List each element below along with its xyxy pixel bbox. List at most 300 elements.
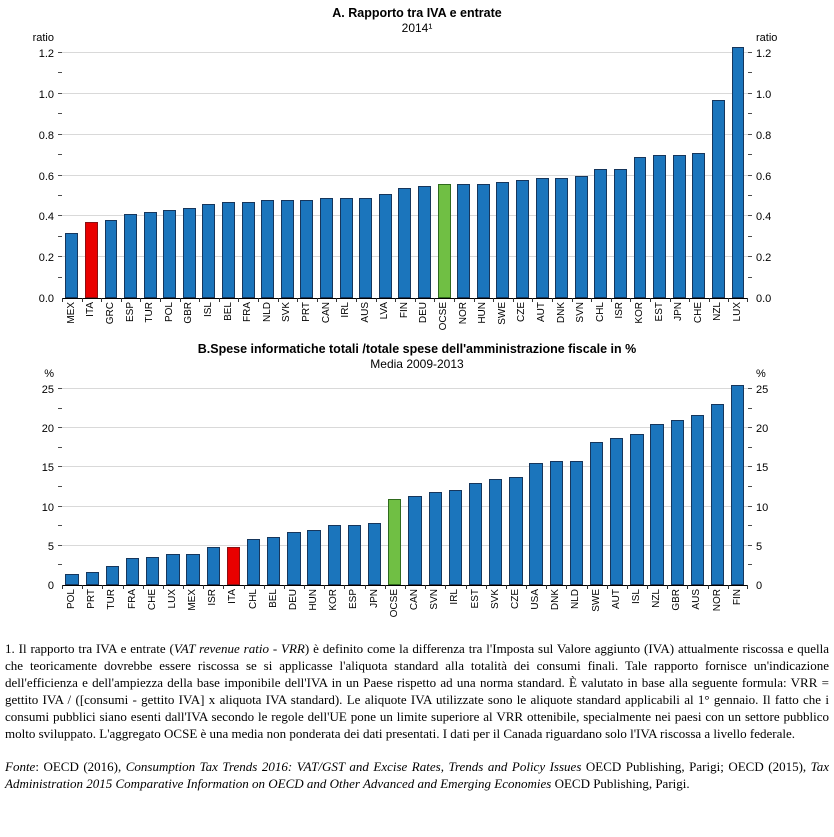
bar-cell-CAN [405, 382, 425, 585]
bar-CZE [509, 477, 522, 585]
y-tick-label: 10 [756, 501, 769, 514]
bar-cell-USA [526, 382, 546, 585]
bar-cell-GRC [101, 46, 121, 298]
x-label-FIN: FIN [398, 302, 410, 319]
bar-cell-POL [160, 46, 180, 298]
bar-cell-HUN [304, 382, 324, 585]
bar-cell-SVK [486, 382, 506, 585]
x-label-NLD: NLD [570, 589, 582, 610]
x-label-LUX: LUX [731, 302, 743, 322]
chart-vrr-plot-region [0, 32, 834, 340]
x-label-AUT: AUT [536, 302, 548, 322]
x-axis-tick [223, 585, 224, 589]
bar-DNK [550, 461, 563, 585]
x-axis-tick [445, 585, 446, 589]
y-axis-right [748, 368, 834, 592]
x-axis-tick [356, 298, 357, 302]
bar-cell-ISL [627, 382, 647, 585]
x-label-EST: EST [653, 302, 665, 322]
bar-cell-JPN [669, 46, 689, 298]
bar-KOR [328, 525, 341, 585]
bar-cell-ESP [121, 46, 141, 298]
bar-cell-GBR [667, 382, 687, 585]
x-label-cell [238, 302, 258, 340]
y-tick-label: 15 [756, 462, 769, 475]
x-label-DEU: DEU [418, 302, 430, 324]
x-label-GRC: GRC [104, 302, 116, 325]
bar-SWE [590, 442, 603, 585]
bar-FRA [242, 202, 255, 298]
y-tick-label: 20 [756, 423, 769, 436]
bar-cell-HUN [473, 46, 493, 298]
bar-ESP [124, 214, 137, 298]
y-tick-label: 0 [47, 580, 54, 592]
x-label-ESP: ESP [348, 589, 360, 610]
x-label-NOR: NOR [457, 302, 469, 325]
x-label-cell [709, 302, 729, 340]
y-tick-label: 25 [756, 384, 769, 396]
x-label-LVA: LVA [379, 302, 391, 320]
x-label-cell [82, 589, 102, 627]
bar-MEX [65, 233, 78, 298]
bar-cell-NOR [708, 382, 728, 585]
x-axis-tick [506, 585, 507, 589]
bar-POL [65, 574, 78, 585]
x-axis-tick [102, 585, 103, 589]
y-tick-label: 0.0 [38, 293, 54, 305]
bar-FIN [398, 188, 411, 298]
x-label-cell [630, 302, 650, 340]
x-axis-tick [434, 298, 435, 302]
x-label-cell [486, 589, 506, 627]
y-axis-unit-left: % [44, 368, 54, 380]
x-label-BEL: BEL [267, 589, 279, 608]
y-tick-label: 10 [41, 501, 54, 514]
bar-NZL [650, 424, 663, 586]
bar-NLD [261, 200, 274, 298]
x-axis-tick [376, 298, 377, 302]
bar-cell-DNK [546, 382, 566, 585]
x-label-KOR: KOR [328, 589, 340, 611]
bar-POL [163, 210, 176, 298]
text-segment: OECD Publishing, Parigi; OECD (2015), [581, 759, 811, 774]
text-segment: OECD Publishing, Parigi. [551, 776, 690, 791]
bar-cell-ISR [203, 382, 223, 585]
x-axis-tick [493, 298, 494, 302]
y-tick-label: 0.8 [756, 129, 772, 142]
y-tick-label: 1.2 [756, 48, 772, 60]
x-label-cell [284, 589, 304, 627]
bar-cell-DEU [415, 46, 435, 298]
bar-cell-NZL [709, 46, 729, 298]
bar-MEX [186, 554, 199, 585]
x-label-SVN: SVN [575, 302, 587, 323]
x-label-cell [304, 589, 324, 627]
x-axis-tick [304, 585, 305, 589]
x-label-cell [546, 589, 566, 627]
x-label-ITA: ITA [85, 302, 97, 317]
x-axis-tick [670, 298, 671, 302]
x-label-SWE: SWE [496, 302, 508, 325]
x-label-cell [571, 302, 591, 340]
chart-it-spend-title: B.Spese informatiche totali /totale spese dell'amministrazione fiscale in % [197, 342, 637, 356]
x-label-cell [591, 302, 611, 340]
x-axis-tick [566, 585, 567, 589]
x-label-NLD: NLD [261, 302, 273, 323]
y-axis-unit-left: ratio [32, 32, 54, 44]
x-label-SVN: SVN [429, 589, 441, 610]
bar-cell-SVK [278, 46, 298, 298]
x-label-cell [689, 302, 709, 340]
bar-HUN [307, 530, 320, 585]
bar-AUT [610, 438, 623, 585]
bar-cell-OCSE [434, 46, 454, 298]
x-label-AUS: AUS [691, 589, 703, 610]
bar-cell-SWE [586, 382, 606, 585]
x-axis-tick [258, 298, 259, 302]
bar-cell-FRA [238, 46, 258, 298]
x-label-MEX: MEX [65, 302, 77, 324]
y-tick-label: 0.2 [756, 252, 772, 265]
x-axis-tick [82, 585, 83, 589]
x-label-OCSE: OCSE [388, 589, 400, 618]
x-axis-tick [203, 585, 204, 589]
bar-cell-LUX [163, 382, 183, 585]
bar-cell-OCSE [385, 382, 405, 585]
x-label-ESP: ESP [124, 302, 136, 323]
x-label-cell [434, 302, 454, 340]
x-label-AUT: AUT [610, 589, 622, 609]
y-tick-label: 0.2 [38, 252, 54, 265]
x-label-HUN: HUN [477, 302, 489, 324]
x-axis-tick [278, 298, 279, 302]
x-label-SVK: SVK [281, 302, 293, 323]
x-axis-tick [82, 298, 83, 302]
x-label-cell [163, 589, 183, 627]
bar-SVK [489, 479, 502, 585]
x-label-GBR: GBR [183, 302, 195, 324]
y-tick-label: 0.4 [756, 211, 772, 224]
x-label-LUX: LUX [166, 589, 178, 609]
x-label-BEL: BEL [222, 302, 234, 321]
x-label-cell [385, 589, 405, 627]
x-axis-tick [121, 298, 122, 302]
x-label-USA: USA [530, 589, 542, 610]
bar-cell-EST [465, 382, 485, 585]
bar-cell-LUX [728, 46, 748, 298]
x-label-cell [183, 589, 203, 627]
bar-cell-NLD [566, 382, 586, 585]
chart-it-spend [0, 342, 834, 627]
bar-ITA [85, 222, 98, 298]
text-segment: ) è definito come la differenza tra l'Imposta sul Valore aggiunto (IVA) attualmente riscossa e quella che teoricamente dovrebbe essere riscossa se si applicasse l'aliquota standard alla totalità dei consumi finali. Tale rapporto fornisce un'indicazione dell'efficienza e dell'ampiezza della base imponibile dell'IVA in un Paese rispetto ad una norma standard. È valutato in base alla seguente formula: VRR = gettito IVA / ([consumi - gettito IVA] x aliquota IVA standard). Le aliquote IVA utilizzate sono le aliquote standard applicabili al 1° gennaio. Il fatto che i consumi pubblici siano esenti dall'IVA secondo le regole dell'UE pone un limite superiore al VRR ottenibile, specialmente nei paesi con un settore pubblico molto sviluppato. L'aggregato OCSE è una media non ponderata dei dati presentati. I dati per il Canada riguardano solo l'IVA riscossa a livello federale. [5, 641, 829, 741]
bar-IRL [340, 198, 353, 298]
x-label-cell [223, 589, 243, 627]
x-axis-tick [101, 298, 102, 302]
y-axis-left [0, 32, 62, 305]
x-label-cell [244, 589, 264, 627]
x-axis-tick [587, 585, 588, 589]
x-label-cell [513, 302, 533, 340]
bar-cell-ISR [611, 46, 631, 298]
bars-row [62, 46, 748, 298]
x-label-cell [376, 302, 396, 340]
bar-IRL [449, 490, 462, 585]
bar-PRT [86, 572, 99, 585]
x-axis-tick [591, 298, 592, 302]
x-label-CAN: CAN [320, 302, 332, 324]
x-label-cell [365, 589, 385, 627]
x-label-cell [728, 589, 748, 627]
italic-text-segment: Tax Administration 2015 Comparative Information on OECD and Other Advanced and Emerging Economies [5, 759, 829, 791]
footnote [5, 640, 829, 742]
x-axis-tick [513, 298, 514, 302]
x-label-AUS: AUS [359, 302, 371, 323]
x-axis-tick [667, 585, 668, 589]
x-label-cell [264, 589, 284, 627]
bar-AUS [691, 415, 704, 585]
x-label-cell [493, 302, 513, 340]
x-label-cell [415, 302, 435, 340]
x-axis-tick [395, 298, 396, 302]
bars-row [62, 382, 748, 585]
x-label-FRA: FRA [126, 589, 138, 609]
bar-LUX [732, 47, 745, 298]
x-label-CHL: CHL [247, 589, 259, 610]
y-tick-label: 1.0 [38, 88, 54, 101]
x-label-cell [728, 302, 748, 340]
x-label-cell [667, 589, 687, 627]
x-axis-tick [466, 585, 467, 589]
bar-cell-JPN [365, 382, 385, 585]
bar-CAN [408, 496, 421, 585]
y-axis-left [0, 368, 62, 592]
x-axis-tick [611, 298, 612, 302]
x-label-EST: EST [469, 589, 481, 609]
bar-cell-MEX [62, 46, 82, 298]
x-label-cell [611, 302, 631, 340]
source-citation [5, 758, 829, 792]
x-label-cell [647, 589, 667, 627]
x-axis-tick [143, 585, 144, 589]
y-tick-label: 0.8 [38, 129, 54, 142]
x-label-cell [473, 302, 493, 340]
x-label-NOR: NOR [711, 589, 723, 612]
bar-ITA [227, 547, 240, 585]
x-axis-tick [180, 298, 181, 302]
bar-cell-PRT [82, 382, 102, 585]
x-label-CHL: CHL [594, 302, 606, 323]
bar-cell-CZE [506, 382, 526, 585]
bar-CHL [247, 539, 260, 585]
x-axis-tick [708, 585, 709, 589]
bar-ESP [348, 525, 361, 585]
bar-FRA [126, 558, 139, 585]
bar-cell-SVN [425, 382, 445, 585]
x-label-cell [687, 589, 707, 627]
x-label-cell [324, 589, 344, 627]
y-tick-label: 5 [756, 540, 763, 553]
x-label-NZL: NZL [712, 302, 724, 321]
bar-cell-FIN [728, 382, 748, 585]
bar-OCSE [438, 184, 451, 298]
bar-HUN [477, 184, 490, 298]
italic-text-segment: Consumption Tax Trends 2016: VAT/GST and Excise Rates, Trends and Policy Issues [125, 759, 582, 774]
x-axis-tick [728, 585, 729, 589]
bar-LVA [379, 194, 392, 298]
x-label-cell [203, 589, 223, 627]
bar-BEL [222, 202, 235, 298]
x-axis-tick [140, 298, 141, 302]
x-axis-tick [163, 585, 164, 589]
x-label-cell [219, 302, 239, 340]
x-label-cell [121, 302, 141, 340]
bar-cell-AUS [687, 382, 707, 585]
y-axis-unit-right: % [756, 368, 766, 380]
x-label-CZE: CZE [516, 302, 528, 322]
bar-cell-NOR [454, 46, 474, 298]
x-label-cell [102, 589, 122, 627]
y-axis-unit-right: ratio [756, 32, 778, 44]
x-label-CZE: CZE [509, 589, 521, 609]
x-label-cell [62, 302, 82, 340]
x-label-CAN: CAN [409, 589, 420, 611]
x-label-MEX: MEX [187, 589, 199, 611]
bar-TUR [144, 212, 157, 298]
x-label-SVK: SVK [489, 589, 501, 610]
x-axis-tick [627, 585, 628, 589]
bar-GRC [105, 220, 118, 298]
x-label-cell [258, 302, 278, 340]
bar-CHL [594, 169, 607, 298]
bar-cell-NLD [258, 46, 278, 298]
x-axis-tick [415, 298, 416, 302]
bar-JPN [673, 155, 686, 298]
bar-EST [469, 483, 482, 585]
bar-cell-CHE [689, 46, 709, 298]
x-labels-row [62, 589, 748, 627]
bar-cell-IRL [445, 382, 465, 585]
bar-CHE [692, 153, 705, 298]
bar-ISL [630, 434, 643, 585]
x-axis-tick [385, 585, 386, 589]
x-axis-tick [365, 585, 366, 589]
x-label-PRT: PRT [300, 302, 312, 322]
bar-cell-CAN [317, 46, 337, 298]
bar-BEL [267, 537, 280, 585]
bar-cell-GBR [180, 46, 200, 298]
x-label-DNK: DNK [550, 589, 562, 611]
y-tick-label: 0.0 [756, 293, 772, 305]
x-label-cell [669, 302, 689, 340]
bar-LUX [166, 554, 179, 585]
plot-column [62, 382, 748, 627]
bar-cell-TUR [102, 382, 122, 585]
x-label-ISL: ISL [202, 302, 214, 318]
bar-CZE [516, 180, 529, 298]
x-label-cell [297, 302, 317, 340]
x-axis-tick [405, 585, 406, 589]
x-label-cell [62, 589, 82, 627]
x-label-CHE: CHE [692, 302, 704, 324]
bar-cell-NZL [647, 382, 667, 585]
x-label-PRT: PRT [86, 589, 98, 609]
bar-DNK [555, 178, 568, 298]
x-axis-tick [546, 585, 547, 589]
x-label-ISL: ISL [630, 589, 642, 605]
x-label-cell [199, 302, 219, 340]
x-axis-tick [297, 298, 298, 302]
bar-cell-SVN [571, 46, 591, 298]
x-label-cell [278, 302, 298, 340]
bar-cell-ITA [223, 382, 243, 585]
bar-cell-EST [650, 46, 670, 298]
x-label-cell [101, 302, 121, 340]
x-label-cell [425, 589, 445, 627]
bar-cell-PRT [297, 46, 317, 298]
bar-cell-KOR [630, 46, 650, 298]
x-label-TUR: TUR [106, 589, 118, 610]
bar-DEU [418, 186, 431, 298]
x-axis-tick [336, 298, 337, 302]
x-label-cell [552, 302, 572, 340]
bar-AUS [359, 198, 372, 298]
x-axis-tick [62, 585, 63, 589]
x-label-GBR: GBR [671, 589, 683, 611]
x-label-DNK: DNK [555, 302, 567, 324]
x-label-NZL: NZL [651, 589, 663, 608]
x-axis-tick [532, 298, 533, 302]
x-label-cell [395, 302, 415, 340]
bar-FIN [731, 385, 744, 585]
x-label-CHE: CHE [146, 589, 158, 611]
bar-SVN [575, 176, 588, 299]
x-axis-tick [630, 298, 631, 302]
y-tick-label: 1.2 [38, 48, 54, 60]
x-label-SWE: SWE [590, 589, 602, 612]
x-label-TUR: TUR [144, 302, 156, 323]
bar-cell-DEU [284, 382, 304, 585]
bar-cell-CHE [143, 382, 163, 585]
bar-cell-TUR [140, 46, 160, 298]
y-tick-label: 15 [41, 462, 54, 475]
bar-cell-FRA [123, 382, 143, 585]
plot-area [62, 382, 748, 586]
x-axis-tick [474, 298, 475, 302]
y-tick-label: 1.0 [756, 88, 772, 101]
x-axis-tick [284, 585, 285, 589]
bar-cell-FIN [395, 46, 415, 298]
x-axis-tick [425, 585, 426, 589]
x-axis-tick [123, 585, 124, 589]
x-label-cell [123, 589, 143, 627]
x-axis-tick [183, 585, 184, 589]
x-label-cell [140, 302, 160, 340]
bar-PRT [300, 200, 313, 298]
chart-vrr-title: A. Rapporto tra IVA e entrate [332, 6, 502, 20]
x-label-cell [160, 302, 180, 340]
x-label-cell [344, 589, 364, 627]
bar-KOR [634, 157, 647, 298]
bar-cell-AUT [532, 46, 552, 298]
bar-NLD [570, 461, 583, 585]
italic-text-segment: Fonte [5, 759, 36, 774]
bar-TUR [106, 566, 119, 585]
bar-cell-POL [62, 382, 82, 585]
bar-SVN [429, 492, 442, 585]
x-label-cell [317, 302, 337, 340]
bar-CHE [146, 557, 159, 585]
